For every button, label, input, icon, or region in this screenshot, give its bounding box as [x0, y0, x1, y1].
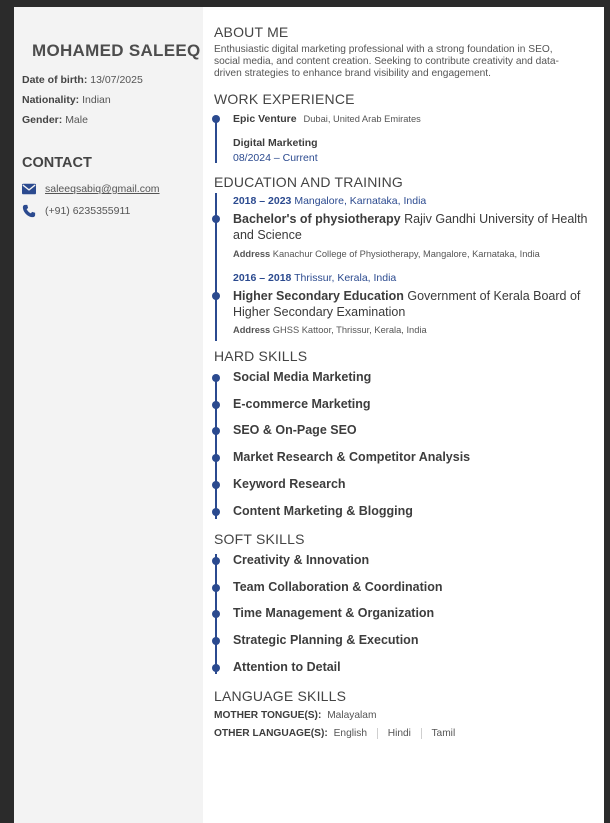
timeline-dot — [212, 584, 220, 592]
timeline-dot — [212, 610, 220, 618]
gender-row — [22, 114, 88, 126]
timeline-dot — [212, 508, 220, 516]
email-link[interactable]: saleeqsabiq@gmail.com — [45, 183, 160, 195]
timeline-dot — [212, 292, 220, 300]
phone-icon — [22, 204, 36, 218]
edu-1-dates — [233, 195, 426, 207]
edu-2-dates — [233, 272, 396, 284]
other-languages-row — [214, 728, 455, 739]
language-heading: LANGUAGE SKILLS — [214, 688, 347, 704]
edu-2-institution: Government of Kerala Board of Higher Secondary Examination — [233, 289, 581, 319]
timeline-dot — [212, 481, 220, 489]
other-languages-label: OTHER LANGUAGE(S): — [214, 728, 328, 740]
phone-number: (+91) 6235355911 — [45, 205, 131, 217]
edu-1-institution: Rajiv Gandhi University of Health and Science — [233, 212, 588, 242]
work-role: Digital Marketing — [233, 137, 318, 149]
hard-skill-item: SEO & On-Page SEO — [233, 423, 357, 437]
soft-skill-item: Strategic Planning & Execution — [233, 633, 419, 647]
soft-skill-item: Team Collaboration & Coordination — [233, 580, 443, 594]
work-timeline — [215, 118, 217, 163]
nationality-label: Nationality: — [22, 94, 80, 106]
edu-2-address-row — [233, 325, 427, 335]
edu-1-degree: Bachelor's of physiotherapy — [233, 212, 401, 226]
mother-tongue-value: Malayalam — [327, 710, 377, 721]
dob-label: Date of birth: — [22, 74, 88, 86]
hard-skills-timeline — [215, 375, 217, 519]
work-period: 08/2024 – Current — [233, 152, 318, 164]
soft-skill-item: Creativity & Innovation — [233, 553, 370, 567]
timeline-dot — [212, 664, 220, 672]
hard-skill-item: Social Media Marketing — [233, 370, 372, 384]
nationality-value: Indian — [82, 94, 111, 106]
soft-skill-item: Attention to Detail — [233, 660, 341, 674]
mother-tongue-label: MOTHER TONGUE(S): — [214, 710, 322, 721]
language-item: Hindi — [387, 728, 411, 740]
gender-value: Male — [65, 114, 88, 126]
about-text: Enthusiastic digital marketing professional with a strong foundation in SEO, social media, and content creation. Seeking to contribute creativity and data-driven strategies to enhance brand visibility and engagement. — [214, 44, 559, 79]
work-location: Dubai, United Arab Emirates — [303, 114, 421, 124]
edu-1-place: Mangalore, Karnataka, India — [294, 195, 427, 207]
phone-row — [22, 204, 130, 218]
email-row[interactable] — [22, 182, 160, 196]
work-company: Epic Venture — [233, 113, 297, 125]
edu-2-place: Thrissur, Kerala, India — [294, 272, 397, 284]
hard-skill-item: Market Research & Competitor Analysis — [233, 450, 471, 464]
edu-1-years: 2018 – 2023 — [233, 195, 292, 207]
contact-heading: CONTACT — [22, 155, 92, 171]
soft-skills-heading: SOFT SKILLS — [214, 531, 305, 547]
envelope-icon — [22, 182, 36, 196]
work-heading: WORK EXPERIENCE — [214, 91, 355, 107]
edu-2-degree: Higher Secondary Education — [233, 289, 404, 303]
divider — [421, 728, 422, 739]
edu-1-address-label: Address — [233, 249, 271, 259]
about-heading: ABOUT ME — [214, 24, 289, 40]
edu-2-address: GHSS Kattoor, Thrissur, Kerala, India — [272, 325, 427, 335]
dob-row — [22, 74, 143, 86]
candidate-name: MOHAMED SALEEQ — [32, 41, 201, 60]
gender-label: Gender: — [22, 114, 63, 126]
timeline-dot — [212, 401, 220, 409]
edu-1-title — [233, 212, 593, 243]
hard-skill-item: Keyword Research — [233, 477, 346, 491]
work-company-row — [233, 113, 421, 125]
edu-2-years: 2016 – 2018 — [233, 272, 292, 284]
timeline-dot — [212, 215, 220, 223]
edu-2-address-label: Address — [233, 325, 271, 335]
timeline-dot — [212, 374, 220, 382]
language-item: Tamil — [431, 728, 456, 740]
language-item: English — [333, 728, 368, 740]
hard-skill-item: Content Marketing & Blogging — [233, 504, 413, 518]
timeline-dot — [212, 637, 220, 645]
timeline-dot — [212, 454, 220, 462]
dob-value: 13/07/2025 — [90, 74, 143, 86]
edu-2-title — [233, 289, 593, 320]
soft-skill-item: Time Management & Organization — [233, 606, 435, 620]
timeline-dot — [212, 115, 220, 123]
divider — [377, 728, 378, 739]
timeline-dot — [212, 427, 220, 435]
hard-skill-item: E-commerce Marketing — [233, 397, 371, 411]
education-heading: EDUCATION AND TRAINING — [214, 174, 404, 190]
edu-1-address: Kanachur College of Physiotherapy, Mangalore, Karnataka, India — [272, 249, 540, 259]
edu-1-address-row — [233, 249, 540, 259]
hard-skills-heading: HARD SKILLS — [214, 348, 308, 364]
cv-page — [14, 7, 604, 823]
mother-tongue-row — [214, 710, 376, 721]
sidebar — [14, 7, 203, 823]
nationality-row — [22, 94, 111, 106]
timeline-dot — [212, 557, 220, 565]
